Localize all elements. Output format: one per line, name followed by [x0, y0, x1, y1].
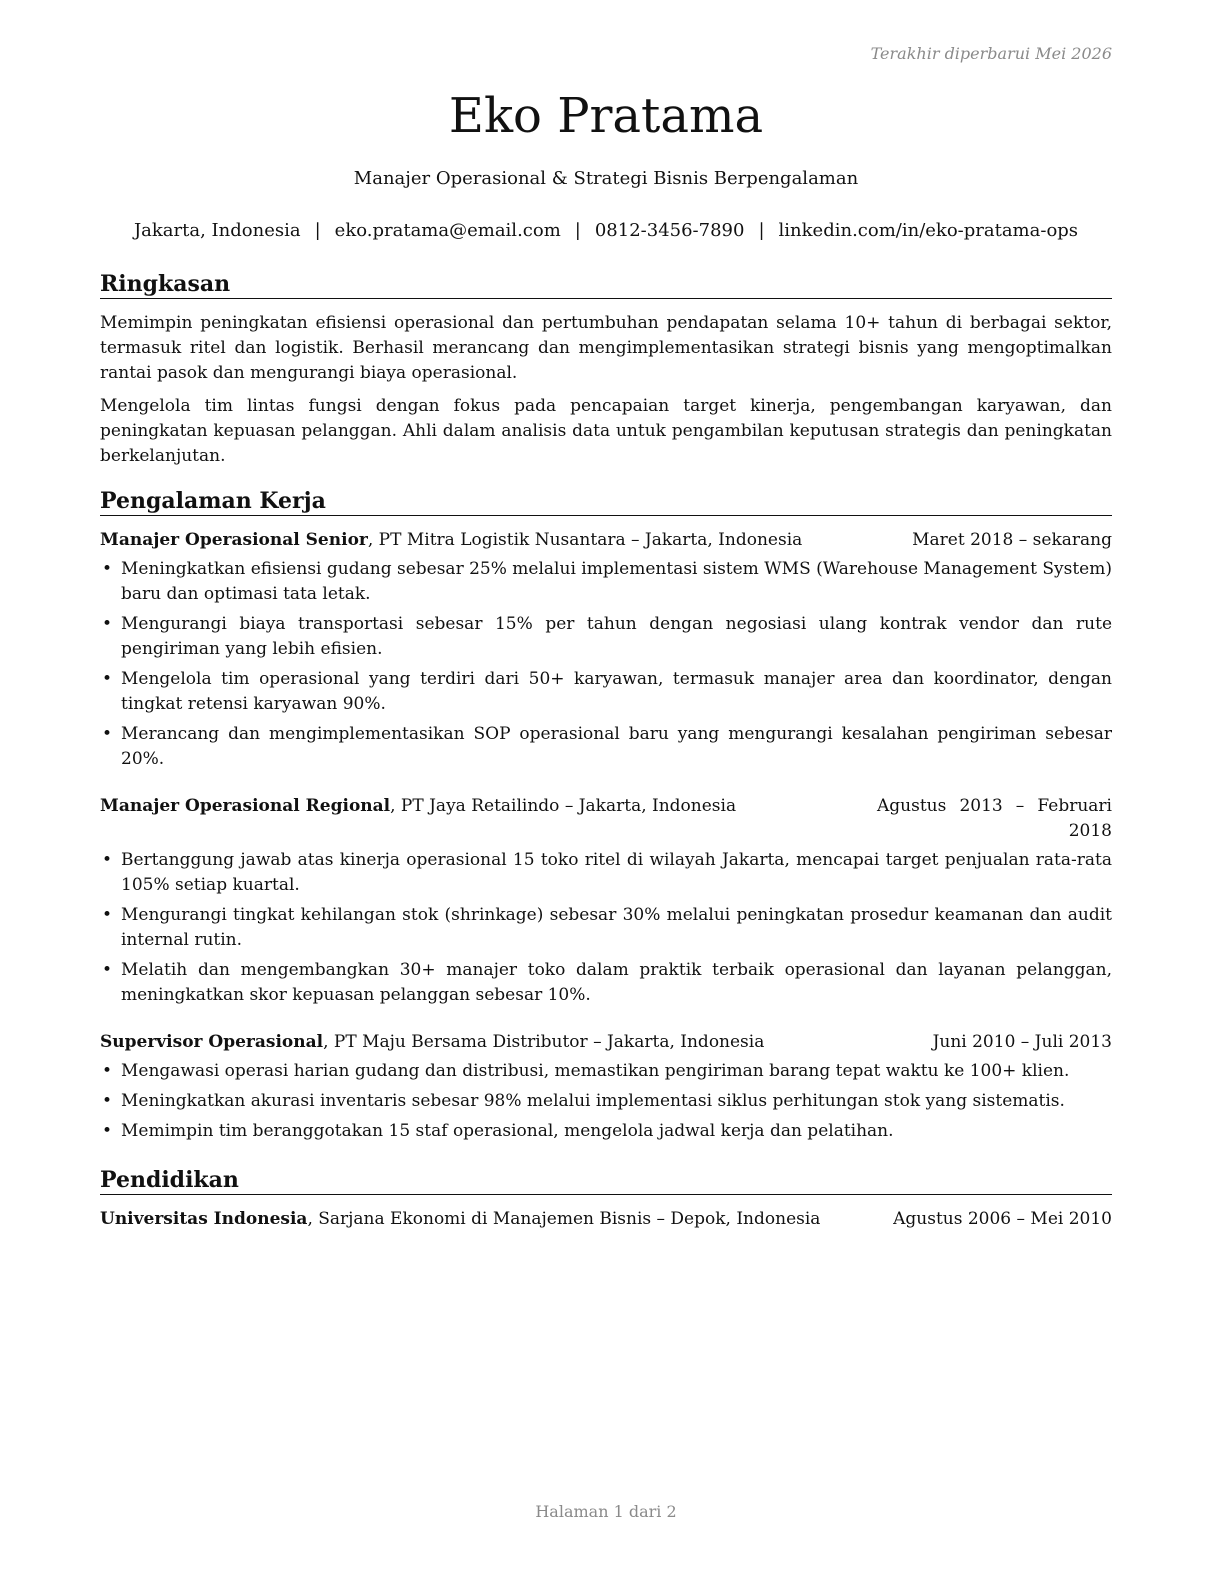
job-role: Supervisor Operasional — [100, 1032, 324, 1052]
list-item: • Bertanggung jawab atas kinerja operasional 15 toko ritel di wilayah Jakarta, mencapai target penjualan rata-rata 105% setiap kuartal. — [100, 848, 1112, 898]
job-entry — [100, 794, 1112, 1008]
job-header — [100, 1030, 1112, 1055]
education-entry — [100, 1207, 1112, 1232]
job-company: , PT Jaya Retailindo – Jakarta, Indonesia — [390, 796, 737, 816]
education-dates: Agustus 2006 – Mei 2010 — [893, 1209, 1112, 1229]
tagline: Manajer Operasional & Strategi Bisnis Berpengalaman — [353, 168, 859, 189]
contact-separator: | — [758, 220, 765, 241]
job-dates: Agustus 2013 – Februari 2018 — [877, 796, 1112, 841]
job-role: Manajer Operasional Regional — [100, 796, 391, 816]
candidate-name: Eko Pratama — [448, 88, 764, 144]
job-header — [100, 794, 1112, 844]
job-entry — [100, 528, 1112, 772]
list-item: • Mengurangi tingkat kehilangan stok (shrinkage) sebesar 30% melalui peningkatan prosedur keamanan dan audit internal rutin. — [100, 903, 1112, 953]
list-item: • Memimpin tim beranggotakan 15 staf operasional, mengelola jadwal kerja dan pelatihan. — [100, 1119, 1112, 1144]
job-bullets — [100, 1059, 1112, 1144]
education-degree: , Sarjana Ekonomi di Manajemen Bisnis – Depok, Indonesia — [307, 1209, 821, 1229]
contact-linkedin[interactable]: linkedin.com/in/eko-pratama-ops — [778, 220, 1079, 241]
education-section — [100, 1166, 1112, 1232]
contact-line — [100, 219, 1112, 243]
summary-section — [100, 270, 1112, 469]
page-number: Halaman 1 dari 2 — [535, 1502, 677, 1521]
resume-page — [100, 0, 1112, 1584]
job-company: , PT Mitra Logistik Nusantara – Jakarta, Indonesia — [367, 530, 803, 550]
resume-content — [100, 270, 1112, 1250]
job-bullets — [100, 557, 1112, 772]
contact-separator: | — [314, 220, 321, 241]
job-role: Manajer Operasional Senior — [100, 530, 368, 550]
job-header — [100, 528, 1112, 553]
education-school: Universitas Indonesia — [100, 1209, 308, 1229]
list-item: • Merancang dan mengimplementasikan SOP operasional baru yang mengurangi kesalahan pengiriman sebesar 20%. — [100, 722, 1112, 772]
job-entry — [100, 1030, 1112, 1144]
summary-paragraph: Memimpin peningkatan efisiensi operasional dan pertumbuhan pendapatan selama 10+ tahun di berbagai sektor, termasuk ritel dan logistik. Berhasil merancang dan mengimplementasikan strategi bisnis yang mengoptimalkan rantai pasok dan mengurangi biaya operasional. — [100, 313, 1112, 383]
contact-separator: | — [574, 220, 581, 241]
contact-phone: 0812-3456-7890 — [594, 220, 745, 241]
list-item: • Mengurangi biaya transportasi sebesar 15% per tahun dengan negosiasi ulang kontrak vendor dan rute pengiriman yang lebih efisien. — [100, 612, 1112, 662]
job-company: , PT Maju Bersama Distributor – Jakarta, Indonesia — [323, 1032, 765, 1052]
experience-section — [100, 487, 1112, 1144]
section-title: Pengalaman Kerja — [100, 487, 1112, 516]
summary-paragraph: Mengelola tim lintas fungsi dengan fokus pada pencapaian target kinerja, pengembangan karyawan, dan peningkatan kepuasan pelanggan. Ahli dalam analisis data untuk pengambilan keputusan strategis dan peningkatan berkelanjutan. — [100, 396, 1112, 466]
list-item: • Meningkatkan akurasi inventaris sebesar 98% melalui implementasi siklus perhitungan stok yang sistematis. — [100, 1089, 1112, 1114]
job-dates: Juni 2010 – Juli 2013 — [932, 1032, 1112, 1052]
section-title: Pendidikan — [100, 1166, 1112, 1195]
job-bullets — [100, 848, 1112, 1008]
job-dates: Maret 2018 – sekarang — [912, 530, 1112, 550]
contact-email[interactable]: eko.pratama@email.com — [334, 220, 561, 241]
list-item: • Mengelola tim operasional yang terdiri dari 50+ karyawan, termasuk manajer area dan koordinator, dengan tingkat retensi karyawan 90%. — [100, 667, 1112, 717]
last-updated: Terakhir diperbarui Mei 2026 — [870, 44, 1112, 63]
list-item: • Mengawasi operasi harian gudang dan distribusi, memastikan pengiriman barang tepat waktu ke 100+ klien. — [100, 1059, 1112, 1084]
list-item: • Meningkatkan efisiensi gudang sebesar 25% melalui implementasi sistem WMS (Warehouse Management System) baru dan optimasi tata letak. — [100, 557, 1112, 607]
list-item: • Melatih dan mengembangkan 30+ manajer toko dalam praktik terbaik operasional dan layanan pelanggan, meningkatkan skor kepuasan pelanggan sebesar 10%. — [100, 958, 1112, 1008]
contact-location: Jakarta, Indonesia — [133, 220, 301, 241]
section-title: Ringkasan — [100, 270, 1112, 299]
